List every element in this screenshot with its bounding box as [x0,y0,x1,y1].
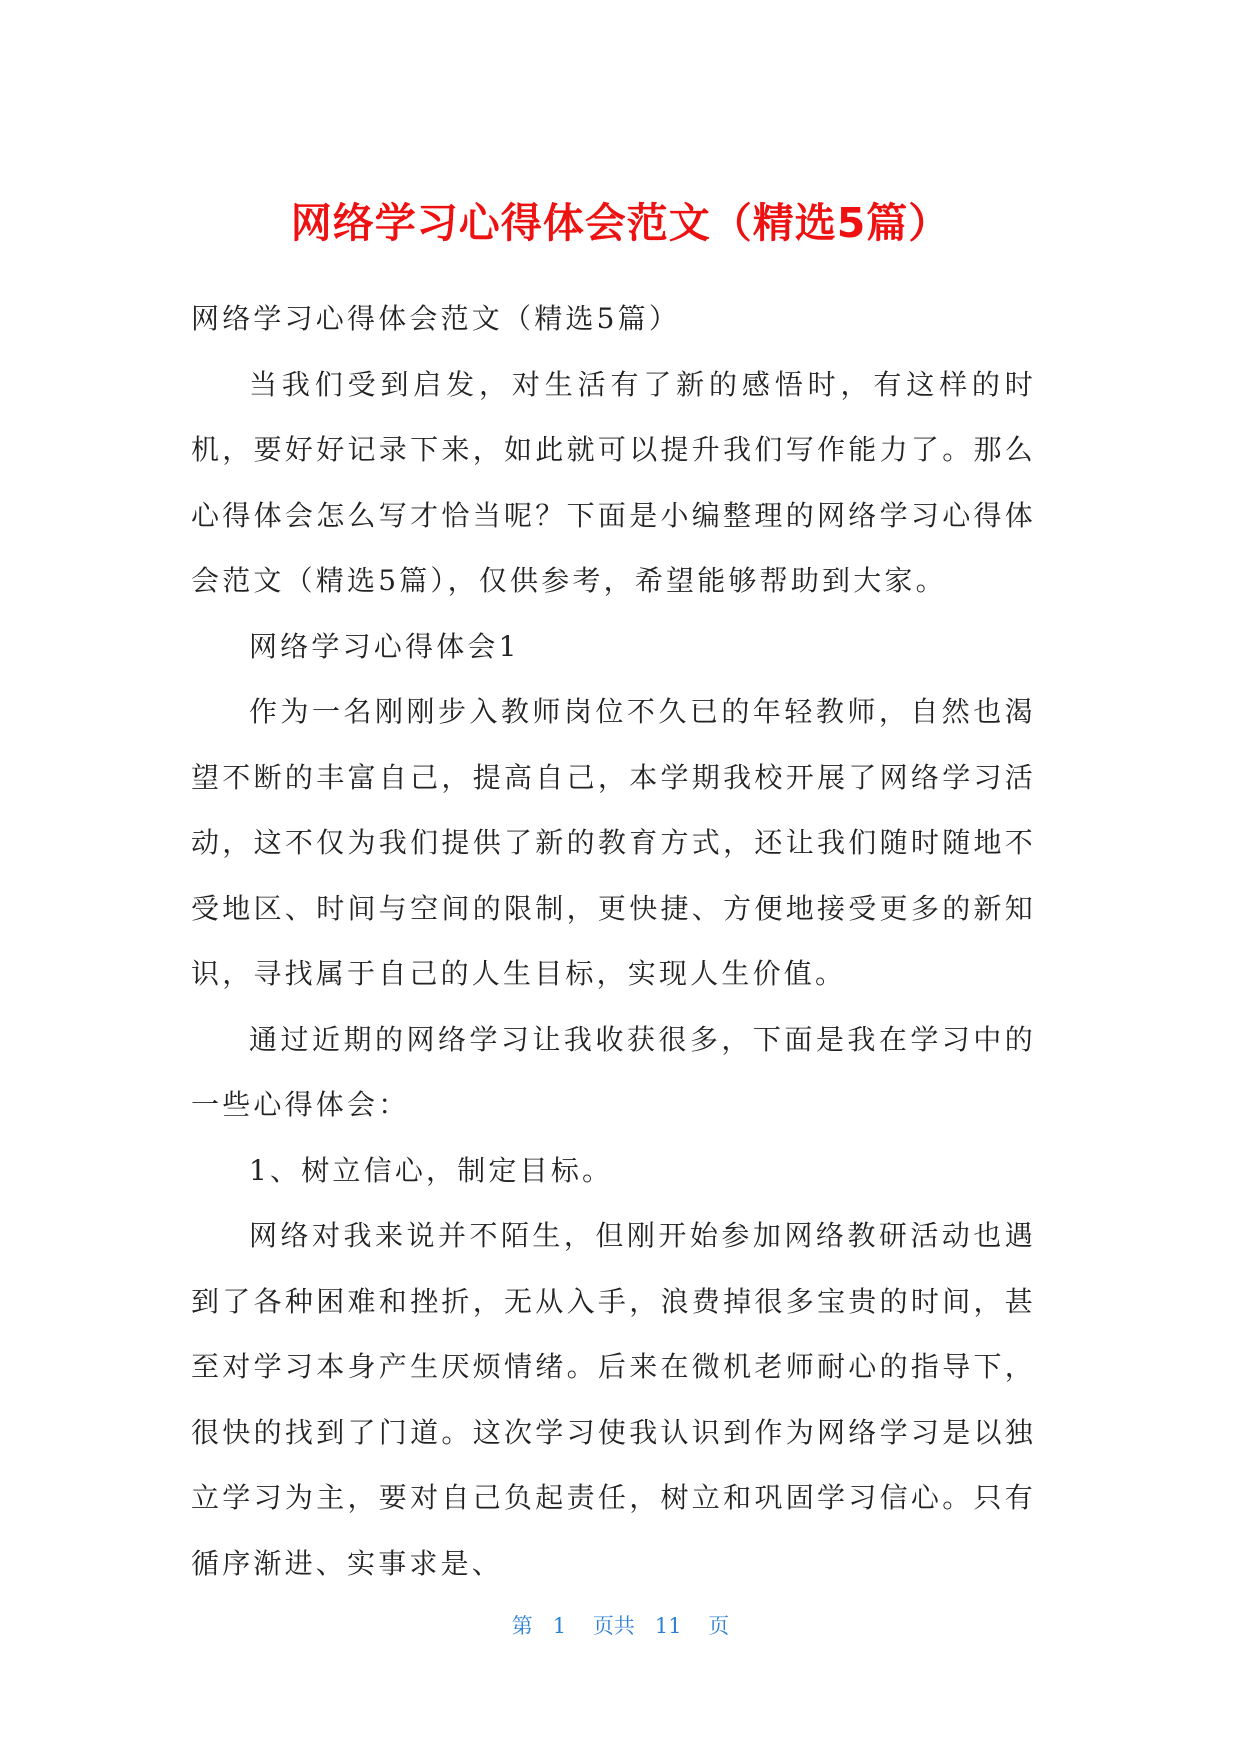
footer-prefix: 第 [511,1614,533,1638]
document-subtitle: 网络学习心得体会范文（精选5篇） [191,302,681,335]
page-footer [0,1612,1241,1640]
footer-suffix: 页 [708,1614,730,1638]
body-paragraph: 网络对我来说并不陌生，但刚开始参加网络教研活动也遇到了各种困难和挫折，无从入手，浪费掉很多宝贵的时间，甚至对学习本身产生厌烦情绪。后来在微机老师耐心的指导下，很快的找到了门道。这次学习使我认识到作为网络学习是以独立学习为主，要对自己负起责任，树立和巩固学习信心。只有循序渐进、实事求是、 [191,1219,1036,1580]
footer-middle: 页共 [592,1614,635,1638]
document-title: 网络学习心得体会范文（精选5篇） [290,199,951,247]
section-heading: 网络学习心得体会1 [249,629,520,663]
body-paragraph: 通过近期的网络学习让我收获很多，下面是我在学习中的一些心得体会： [191,1022,1036,1121]
intro-paragraph: 当我们受到启发，对生活有了新的感悟时，有这样的时机，要好好记录下来，如此就可以提升我们写作能力了。那么心得体会怎么写才恰当呢？下面是小编整理的网络学习心得体会范文（精选5篇），仅供参考，希望能够帮助到大家。 [191,367,1036,597]
body-paragraph: 作为一名刚刚步入教师岗位不久已的年轻教师，自然也渴望不断的丰富自己，提高自己，本学期我校开展了网络学习活动，这不仅为我们提供了新的教育方式，还让我们随时随地不受地区、时间与空间的限制，更快捷、方便地接受更多的新知识，寻找属于自己的人生目标，实现人生价值。 [191,695,1036,990]
footer-total-pages: 11 [654,1614,682,1638]
document-body [191,286,1036,1596]
list-point-heading: 1、树立信心，制定目标。 [249,1153,614,1187]
footer-page-number: 1 [552,1614,567,1638]
